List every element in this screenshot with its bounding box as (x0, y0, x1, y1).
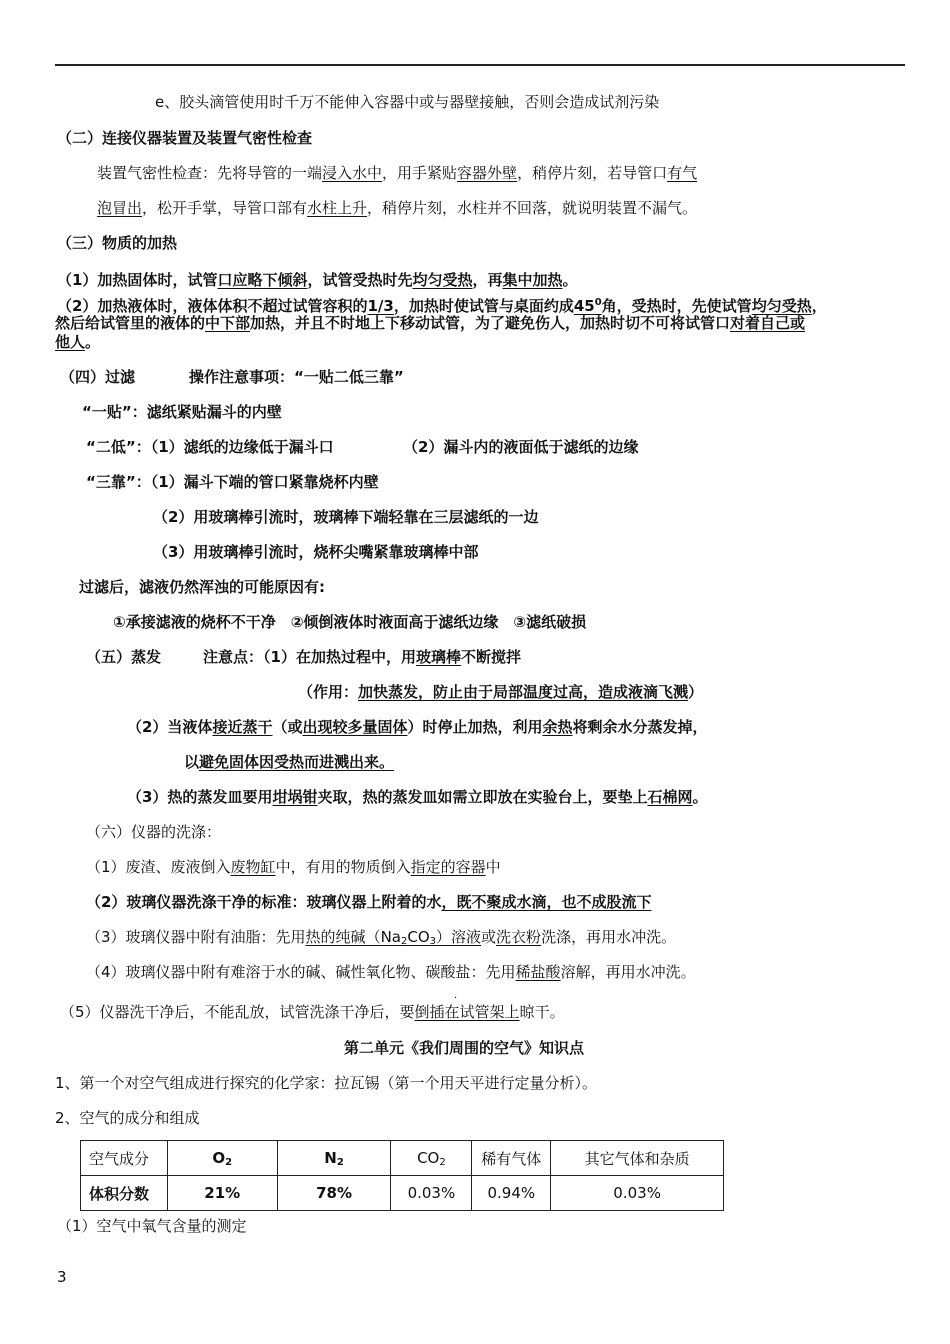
table-cell: $CO_2$ (391, 1141, 472, 1176)
text-line-evap-2b: 以避免固体因受热而进溅出来。 (184, 753, 395, 771)
unit-title: 第二单元《我们周围的空气》知识点 (344, 1039, 585, 1057)
table-cell: 稀有气体 (472, 1141, 551, 1176)
text-line-filter-after: 过滤后，滤液仍然浑浊的可能原因有: (79, 578, 326, 596)
table-header-row (81, 1141, 724, 1176)
text-line-air-composition: 2、空气的成分和组成 (55, 1109, 200, 1127)
table-cell: $O_2$ (167, 1141, 277, 1176)
table-cell: 0.94% (472, 1176, 551, 1211)
filtration-note: 操作注意事项：“一贴二低三靠” (189, 368, 404, 386)
table-cell: 0.03% (551, 1176, 724, 1211)
section-heading-heating: （三）物质的加热 (57, 234, 178, 252)
text-line-evap-use: （作用：加快蒸发，防止由于局部温度过高，造成液滴飞溅） (298, 683, 704, 701)
text-line-heating-liquid: （2）加热液体时，液体体积不超过试管容积的1/3，加热时使试管与桌面约成$45^0$角，受热时，先使试管均匀受热， (57, 297, 827, 315)
page-number: 3 (57, 1268, 67, 1286)
text-line-yitie: “一贴”：滤纸紧贴漏斗的内壁 (82, 403, 282, 421)
text-line-airtightness-1: 装置气密性检查：先将导管的一端浸入水中，用手紧贴容器外壁，稍停片刻，若导管口有气 (97, 164, 698, 182)
table-row (81, 1176, 724, 1211)
table-cell: 78% (277, 1176, 391, 1211)
text-line-wash-2: （2）玻璃仪器洗涤干净的标准：玻璃仪器上附着的水，既不聚成水滴，也不成股流下 (86, 893, 652, 911)
table-cell: 体积分数 (81, 1176, 168, 1211)
text-line-evap-1: 注意点：（1）在加热过程中，用玻璃棒不断搅拌 (203, 648, 521, 666)
text-line-wash-4: （4）玻璃仪器中附有难溶于水的碱、碱性氧化物、碳酸盐：先用稀盐酸溶解，再用水冲洗。 (86, 963, 696, 981)
text-line-filter-reasons: ①承接滤液的烧杯不干净 ②倾倒液体时液面高于滤纸边缘 ③滤纸破损 (113, 613, 587, 631)
air-composition-table (80, 1140, 724, 1211)
table-cell: 其它气体和杂质 (551, 1141, 724, 1176)
text-line-airtightness-2: 泡冒出，松开手掌，导管口部有水柱上升，稍停片刻，水柱并不回落，就说明装置不漏气。 (97, 199, 698, 217)
text-line-erdi-1: “二低”：（1）滤纸的边缘低于漏斗口 (86, 438, 334, 456)
section-heading-apparatus: （二）连接仪器装置及装置气密性检查 (57, 129, 313, 147)
text-line-wash-5: （5）仪器洗干净后，不能乱放，试管洗涤干净后，要倒插在试管架上晾干。 (60, 1003, 565, 1021)
stray-dot-mark: . (454, 990, 458, 1001)
text-line-sankao-1: “三靠”：（1）漏斗下端的管口紧靠烧杯内壁 (86, 473, 379, 491)
text-line-erdi-2: （2）漏斗内的液面低于滤纸的边缘 (403, 438, 639, 456)
text-line-wash-1: （1）废渣、废液倒入废物缸中，有用的物质倒入指定的容器中 (86, 858, 501, 876)
text-line-heating-liquid-3: 他人。 (55, 333, 101, 351)
section-heading-evaporation: （五）蒸发 (86, 648, 162, 666)
header-rule (55, 64, 905, 66)
section-heading-filtration: （四）过滤 (60, 368, 136, 386)
text-line-heating-solid: （1）加热固体时，试管口应略下倾斜，试管受热时先均匀受热，再集中加热。 (57, 271, 578, 289)
table-cell: 空气成分 (81, 1141, 168, 1176)
table-cell: 0.03% (391, 1176, 472, 1211)
table-cell: 21% (167, 1176, 277, 1211)
table-cell: $N_2$ (277, 1141, 391, 1176)
text-line-wash-3: （3）玻璃仪器中附有油脂：先用热的纯碱$(Na_2CO_3)$溶液或洗衣粉洗涤，再用水冲洗。 (86, 928, 677, 947)
text-line-sankao-3: （3）用玻璃棒引流时，烧杯尖嘴紧靠玻璃棒中部 (153, 543, 479, 561)
text-line-dropper: e、胶头滴管使用时千万不能伸入容器中或与器壁接触，否则会造成试剂污染 (155, 93, 660, 111)
text-line-heating-liquid-2: 然后给试管里的液体的中下部加热，并且不时地上下移动试管，为了避免伤人，加热时切不可将试管口对着自己或 (55, 314, 806, 332)
text-line-evap-3: （3）热的蒸发皿要用坩埚钳夹取，热的蒸发皿如需立即放在实验台上，要垫上石棉网。 (127, 788, 708, 806)
section-heading-washing: （六）仪器的洗涤： (86, 823, 222, 841)
text-line-evap-2: （2）当液体接近蒸干（或出现较多量固体）时停止加热，利用余热将剩余水分蒸发掉， (127, 718, 708, 736)
text-line-sankao-2: （2）用玻璃棒引流时，玻璃棒下端轻靠在三层滤纸的一边 (153, 508, 539, 526)
text-line-oxygen-measure: （1）空气中氧气含量的测定 (57, 1217, 247, 1235)
text-line-lavoisier: 1、第一个对空气组成进行探究的化学家：拉瓦锡（第一个用天平进行定量分析）。 (55, 1074, 598, 1092)
